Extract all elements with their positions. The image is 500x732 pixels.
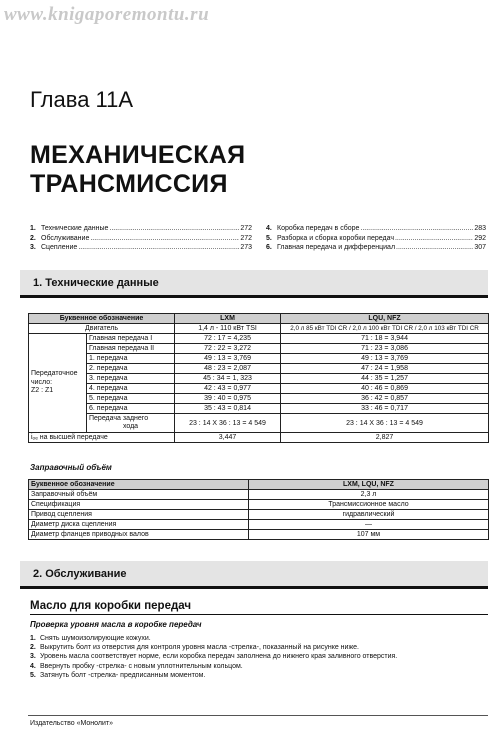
ratio-group-label (29, 334, 87, 433)
toc-leader (109, 224, 239, 234)
step-text: Снять шумоизолирующие кожухи. (40, 635, 151, 642)
toc-column-right (266, 224, 486, 253)
row-label: 4. передача (87, 384, 175, 394)
cell-value: 2,3 л (249, 490, 489, 500)
toc-page: 307 (474, 244, 486, 251)
table-row (29, 510, 489, 520)
header-codes: LXM, LQU, NFZ (249, 480, 489, 490)
toc-page: 292 (474, 234, 486, 242)
cell-lqu: 71 : 18 = 3,944 (281, 334, 489, 344)
toc-leader (90, 234, 239, 244)
table-header-row (29, 314, 489, 324)
footer-rule (28, 715, 488, 716)
row-label: 1. передача (87, 354, 175, 364)
chapter-title-line: МЕХАНИЧЕСКАЯ (30, 141, 246, 169)
chapter-label: Глава 11А (30, 87, 134, 112)
cell-lxm: 42 : 43 = 0,977 (175, 384, 281, 394)
row-label: 3. передача (87, 374, 175, 384)
toc-item[interactable] (266, 224, 486, 234)
check-level-heading: Проверка уровня масла в коробке передач (30, 620, 202, 629)
toc-item[interactable] (30, 234, 252, 244)
table-row (29, 354, 489, 364)
cell-value: гидравлический (249, 510, 489, 520)
list-item (30, 634, 397, 643)
row-label: 5. передача (87, 394, 175, 404)
header-lqu-nfz: LQU, NFZ (281, 314, 489, 324)
toc-column-left (30, 224, 252, 253)
table-row (29, 364, 489, 374)
table-row (29, 394, 489, 404)
toc-label: Сцепление (41, 244, 78, 251)
toc-page: 272 (240, 234, 252, 242)
cell-lqu: 2,827 (281, 433, 489, 443)
row-label: Главная передача II (87, 344, 175, 354)
ratio-group-line: число: (31, 378, 53, 386)
section-band-service (20, 561, 488, 589)
step-number: 2. (30, 644, 36, 652)
heading-rule (30, 614, 488, 615)
toc-page: 273 (240, 244, 252, 251)
cell-lxm: 45 : 34 = 1, 323 (175, 374, 281, 384)
toc-label: Обслуживание (41, 234, 90, 242)
toc-leader (360, 224, 473, 234)
row-label: Двигатель (29, 324, 175, 334)
table-row (29, 324, 489, 334)
toc-number: 5. (266, 234, 272, 242)
step-number: 1. (30, 635, 36, 642)
row-label: Спецификация (29, 500, 249, 510)
cell-lxm: 35 : 43 = 0,814 (175, 404, 281, 414)
toc-number: 2. (30, 234, 36, 242)
step-number: 4. (30, 662, 36, 670)
row-label (87, 414, 175, 433)
ratio-group-line: Z2 : Z1 (31, 387, 54, 395)
section-rule (20, 295, 488, 298)
cell-value: 107 мм (249, 530, 489, 540)
list-item (30, 662, 397, 671)
toc-leader (78, 243, 239, 253)
oil-heading: Масло для коробки передач (30, 600, 192, 612)
header-designation: Буквенное обозначение (29, 314, 175, 324)
cell-value: Трансмиссионное масло (249, 500, 489, 510)
table-row (29, 433, 489, 443)
toc-leader (395, 234, 473, 244)
cell-lqu: 2,0 л 85 кВт TDI CR / 2,0 л 100 кВт TDI CR / 2,0 л 103 кВт TDI CR (281, 324, 489, 334)
step-text: Затянуть болт -стрелка- предписанным моментом. (40, 671, 206, 679)
table-row (29, 520, 489, 530)
toc-label: Коробка передач в сборе (277, 225, 360, 232)
row-label: Диаметр фланцев приводных валов (29, 530, 249, 540)
step-number: 5. (30, 671, 36, 679)
section-rule (20, 586, 488, 589)
toc-item[interactable] (266, 234, 486, 244)
toc-number: 4. (266, 225, 272, 232)
chapter-title-line: ТРАНСМИССИЯ (30, 170, 228, 198)
cell-lxm: 39 : 40 = 0,975 (175, 394, 281, 404)
table-row (29, 490, 489, 500)
cell-lxm: 23 : 14 X 36 : 13 = 4 549 (175, 414, 281, 433)
cell-lqu: 33 : 46 = 0,717 (281, 404, 489, 414)
row-label: Главная передача I (87, 334, 175, 344)
table-row (29, 374, 489, 384)
toc-page: 283 (474, 225, 486, 232)
header-lxm: LXM (175, 314, 281, 324)
watermark: www.knigaporemontu.ru (4, 4, 210, 25)
table-row (29, 414, 489, 433)
row-label: 2. передача (87, 364, 175, 374)
fill-volume-title: Заправочный объём (30, 463, 112, 472)
cell-lqu: 23 : 14 X 36 : 13 = 4 549 (281, 414, 489, 433)
row-label: 6. передача (87, 404, 175, 414)
chapter-title (30, 141, 245, 199)
row-label-line: Передача заднего (89, 414, 149, 422)
cell-lxm: 72 : 22 = 3,272 (175, 344, 281, 354)
table-row (29, 384, 489, 394)
toc-label: Разборка и сборка коробки передач (277, 234, 394, 242)
section-band-specs (20, 270, 488, 298)
section-title: 1. Технические данные (33, 277, 159, 289)
header-designation: Буквенное обозначение (29, 480, 249, 490)
table-row (29, 334, 489, 344)
step-text: Ввернуть пробку -стрелка- с новым уплотнительным кольцом. (40, 662, 243, 670)
toc-page: 272 (240, 225, 252, 232)
procedure-steps (30, 634, 397, 680)
table-row (29, 404, 489, 414)
ratio-group-line: Передаточное (31, 370, 78, 378)
toc-label: Технические данные (41, 225, 109, 232)
cell-lqu: 40 : 46 = 0,869 (281, 384, 489, 394)
fill-table (28, 479, 489, 540)
step-text: Выкрутить болт из отверстия для контроля уровня масла -стрелка-, показанный на рисунке ниже. (40, 644, 359, 652)
toc-item[interactable] (30, 224, 252, 234)
list-item (30, 652, 397, 661)
row-label: Диаметр диска сцепления (29, 520, 249, 530)
cell-lxm: 48 : 23 = 2,087 (175, 364, 281, 374)
table-row (29, 344, 489, 354)
toc-item[interactable] (266, 243, 486, 253)
list-item (30, 643, 397, 652)
row-label-line: хода (122, 423, 139, 430)
step-text: Уровень масла соответствует норме, если коробка передач заполнена до нижнего края заливного отверстия. (40, 653, 398, 661)
section-title: 2. Обслуживание (33, 568, 127, 580)
toc-leader (396, 243, 473, 253)
toc-number: 6. (266, 244, 272, 251)
publisher-footer: Издательство «Монолит» (30, 720, 114, 727)
specs-table (28, 313, 489, 443)
step-number: 3. (30, 653, 36, 661)
table-row (29, 530, 489, 540)
toc-number: 3. (30, 244, 36, 251)
row-label: iₒₑ на высшей передаче (29, 433, 175, 443)
toc-item[interactable] (30, 243, 252, 253)
toc-label: Главная передача и дифференциал (277, 244, 396, 251)
row-label: Привод сцепления (29, 510, 249, 520)
cell-lqu: 49 : 13 = 3,769 (281, 354, 489, 364)
cell-lxm: 72 : 17 = 4,235 (175, 334, 281, 344)
table-header-row (29, 480, 489, 490)
cell-lxm: 1,4 л - 110 кВт TSI (175, 324, 281, 334)
cell-lxm: 49 : 13 = 3,769 (175, 354, 281, 364)
toc-number: 1. (30, 225, 36, 232)
cell-value: — (249, 520, 489, 530)
cell-lxm: 3,447 (175, 433, 281, 443)
table-row (29, 500, 489, 510)
cell-lqu: 44 : 35 = 1,257 (281, 374, 489, 384)
cell-lqu: 47 : 24 = 1,958 (281, 364, 489, 374)
cell-lqu: 71 : 23 = 3,086 (281, 344, 489, 354)
cell-lqu: 36 : 42 = 0,857 (281, 394, 489, 404)
row-label: Заправочный объём (29, 490, 249, 500)
list-item (30, 671, 397, 680)
